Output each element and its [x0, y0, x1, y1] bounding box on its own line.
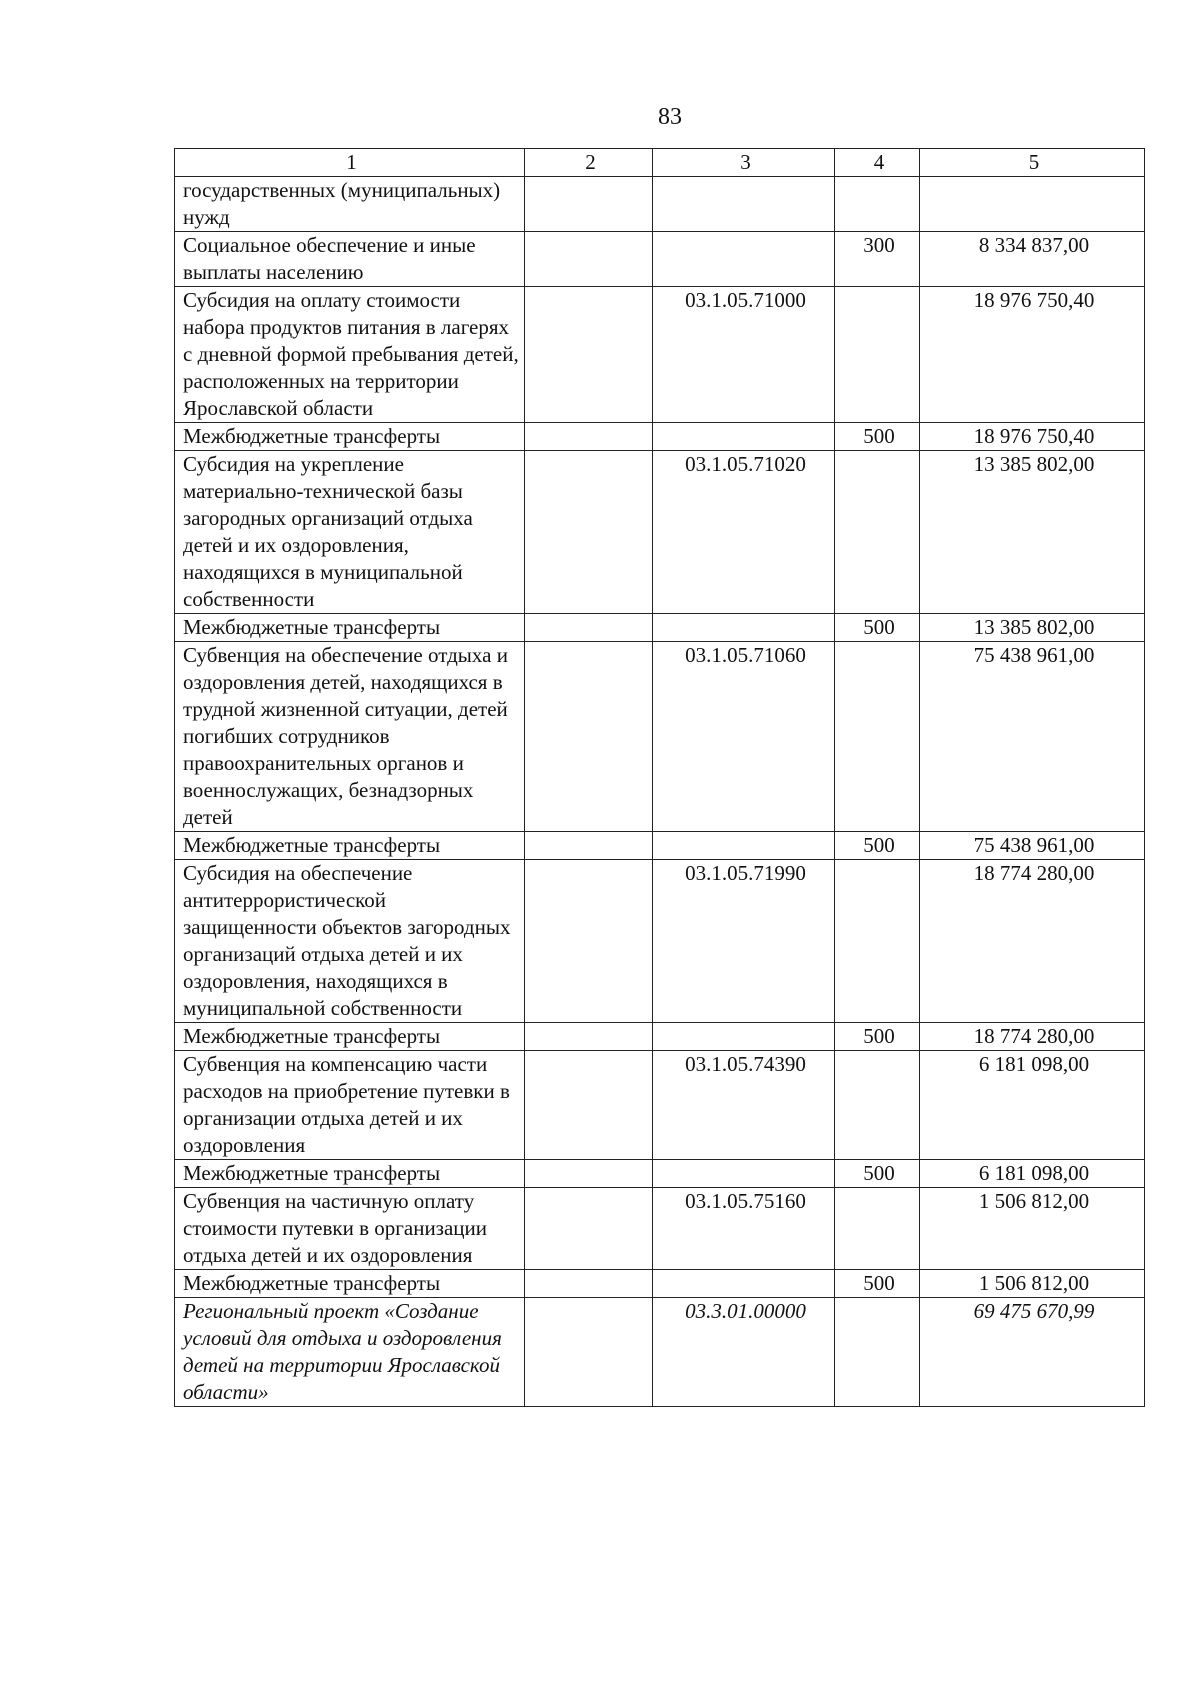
row-col2-cell — [525, 614, 653, 642]
row-category-cell: 500 — [835, 1160, 920, 1188]
row-col2-cell — [525, 287, 653, 423]
row-col2-cell — [525, 1051, 653, 1160]
row-category-cell — [835, 177, 920, 232]
row-name-cell: Субвенция на частичную оплату стоимости путевки в организации отдыха детей и их оздоровления — [175, 1188, 525, 1270]
table-row — [175, 232, 1145, 287]
row-amount-cell: 75 438 961,00 — [920, 642, 1145, 832]
table-body — [175, 177, 1145, 1407]
row-amount-cell: 75 438 961,00 — [920, 832, 1145, 860]
row-name-cell: Межбюджетные трансферты — [175, 1270, 525, 1298]
row-amount-cell: 8 334 837,00 — [920, 232, 1145, 287]
row-col2-cell — [525, 1188, 653, 1270]
row-col2-cell — [525, 1023, 653, 1051]
row-col2-cell — [525, 642, 653, 832]
row-amount-cell: 18 976 750,40 — [920, 287, 1145, 423]
row-amount-cell: 1 506 812,00 — [920, 1188, 1145, 1270]
row-category-cell — [835, 642, 920, 832]
row-category-cell: 300 — [835, 232, 920, 287]
table-header-row — [175, 149, 1145, 177]
row-name-cell: Региональный проект «Создание условий для отдыха и оздоровления детей на территории Ярославской области» — [175, 1298, 525, 1407]
row-col2-cell — [525, 451, 653, 614]
row-col2-cell — [525, 1270, 653, 1298]
row-amount-cell: 6 181 098,00 — [920, 1160, 1145, 1188]
row-name-cell: государственных (муниципальных) нужд — [175, 177, 525, 232]
header-col-1: 1 — [175, 149, 525, 177]
table-row — [175, 614, 1145, 642]
row-code-cell: 03.1.05.71020 — [653, 451, 835, 614]
row-amount-cell: 1 506 812,00 — [920, 1270, 1145, 1298]
row-code-cell — [653, 177, 835, 232]
row-category-cell — [835, 1298, 920, 1407]
row-code-cell: 03.3.01.00000 — [653, 1298, 835, 1407]
row-category-cell: 500 — [835, 832, 920, 860]
row-col2-cell — [525, 1160, 653, 1188]
header-col-3: 3 — [653, 149, 835, 177]
row-name-cell: Субсидия на обеспечение антитеррористической защищенности объектов загородных организаций отдыха детей и их оздоровления, находящихся в муниципальной собственности — [175, 860, 525, 1023]
table-row — [175, 1023, 1145, 1051]
row-amount-cell: 6 181 098,00 — [920, 1051, 1145, 1160]
table-row — [175, 642, 1145, 832]
header-col-2: 2 — [525, 149, 653, 177]
row-code-cell: 03.1.05.71060 — [653, 642, 835, 832]
row-code-cell — [653, 232, 835, 287]
row-name-cell: Субсидия на оплату стоимости набора продуктов питания в лагерях с дневной формой пребывания детей, расположенных на территории Ярославской области — [175, 287, 525, 423]
row-category-cell — [835, 1188, 920, 1270]
table-row — [175, 177, 1145, 232]
row-col2-cell — [525, 860, 653, 1023]
table-row — [175, 860, 1145, 1023]
row-code-cell: 03.1.05.74390 — [653, 1051, 835, 1160]
row-code-cell: 03.1.05.71000 — [653, 287, 835, 423]
row-amount-cell: 18 774 280,00 — [920, 1023, 1145, 1051]
row-category-cell — [835, 287, 920, 423]
row-code-cell: 03.1.05.75160 — [653, 1188, 835, 1270]
row-amount-cell: 69 475 670,99 — [920, 1298, 1145, 1407]
page-number: 83 — [658, 104, 682, 130]
row-category-cell: 500 — [835, 614, 920, 642]
row-category-cell — [835, 1051, 920, 1160]
row-amount-cell: 18 976 750,40 — [920, 423, 1145, 451]
row-name-cell: Межбюджетные трансферты — [175, 1023, 525, 1051]
row-col2-cell — [525, 423, 653, 451]
table-row — [175, 832, 1145, 860]
row-col2-cell — [525, 1298, 653, 1407]
row-code-cell — [653, 614, 835, 642]
row-name-cell: Межбюджетные трансферты — [175, 1160, 525, 1188]
row-code-cell — [653, 1023, 835, 1051]
row-name-cell: Субвенция на обеспечение отдыха и оздоровления детей, находящихся в трудной жизненной ситуации, детей погибших сотрудников правоохранительных органов и военнослужащих, безнадзорных детей — [175, 642, 525, 832]
row-amount-cell — [920, 177, 1145, 232]
row-name-cell: Субвенция на компенсацию части расходов на приобретение путевки в организации отдыха детей и их оздоровления — [175, 1051, 525, 1160]
row-category-cell — [835, 860, 920, 1023]
row-name-cell: Субсидия на укрепление материально-технической базы загородных организаций отдыха детей и их оздоровления, находящихся в муниципальной собственности — [175, 451, 525, 614]
table-row — [175, 1188, 1145, 1270]
row-amount-cell: 18 774 280,00 — [920, 860, 1145, 1023]
row-col2-cell — [525, 832, 653, 860]
row-code-cell — [653, 1160, 835, 1188]
table-row — [175, 287, 1145, 423]
header-col-4: 4 — [835, 149, 920, 177]
row-name-cell: Социальное обеспечение и иные выплаты населению — [175, 232, 525, 287]
table-row — [175, 1160, 1145, 1188]
row-col2-cell — [525, 177, 653, 232]
row-category-cell — [835, 451, 920, 614]
row-amount-cell: 13 385 802,00 — [920, 614, 1145, 642]
row-name-cell: Межбюджетные трансферты — [175, 832, 525, 860]
budget-table — [174, 148, 1145, 1407]
row-code-cell — [653, 423, 835, 451]
row-code-cell: 03.1.05.71990 — [653, 860, 835, 1023]
table-row — [175, 1298, 1145, 1407]
row-name-cell: Межбюджетные трансферты — [175, 423, 525, 451]
row-code-cell — [653, 1270, 835, 1298]
table-row — [175, 1051, 1145, 1160]
row-col2-cell — [525, 232, 653, 287]
row-amount-cell: 13 385 802,00 — [920, 451, 1145, 614]
row-category-cell: 500 — [835, 423, 920, 451]
table-row — [175, 1270, 1145, 1298]
row-name-cell: Межбюджетные трансферты — [175, 614, 525, 642]
header-col-5: 5 — [920, 149, 1145, 177]
row-code-cell — [653, 832, 835, 860]
table-row — [175, 451, 1145, 614]
row-category-cell: 500 — [835, 1023, 920, 1051]
row-category-cell: 500 — [835, 1270, 920, 1298]
table-row — [175, 423, 1145, 451]
